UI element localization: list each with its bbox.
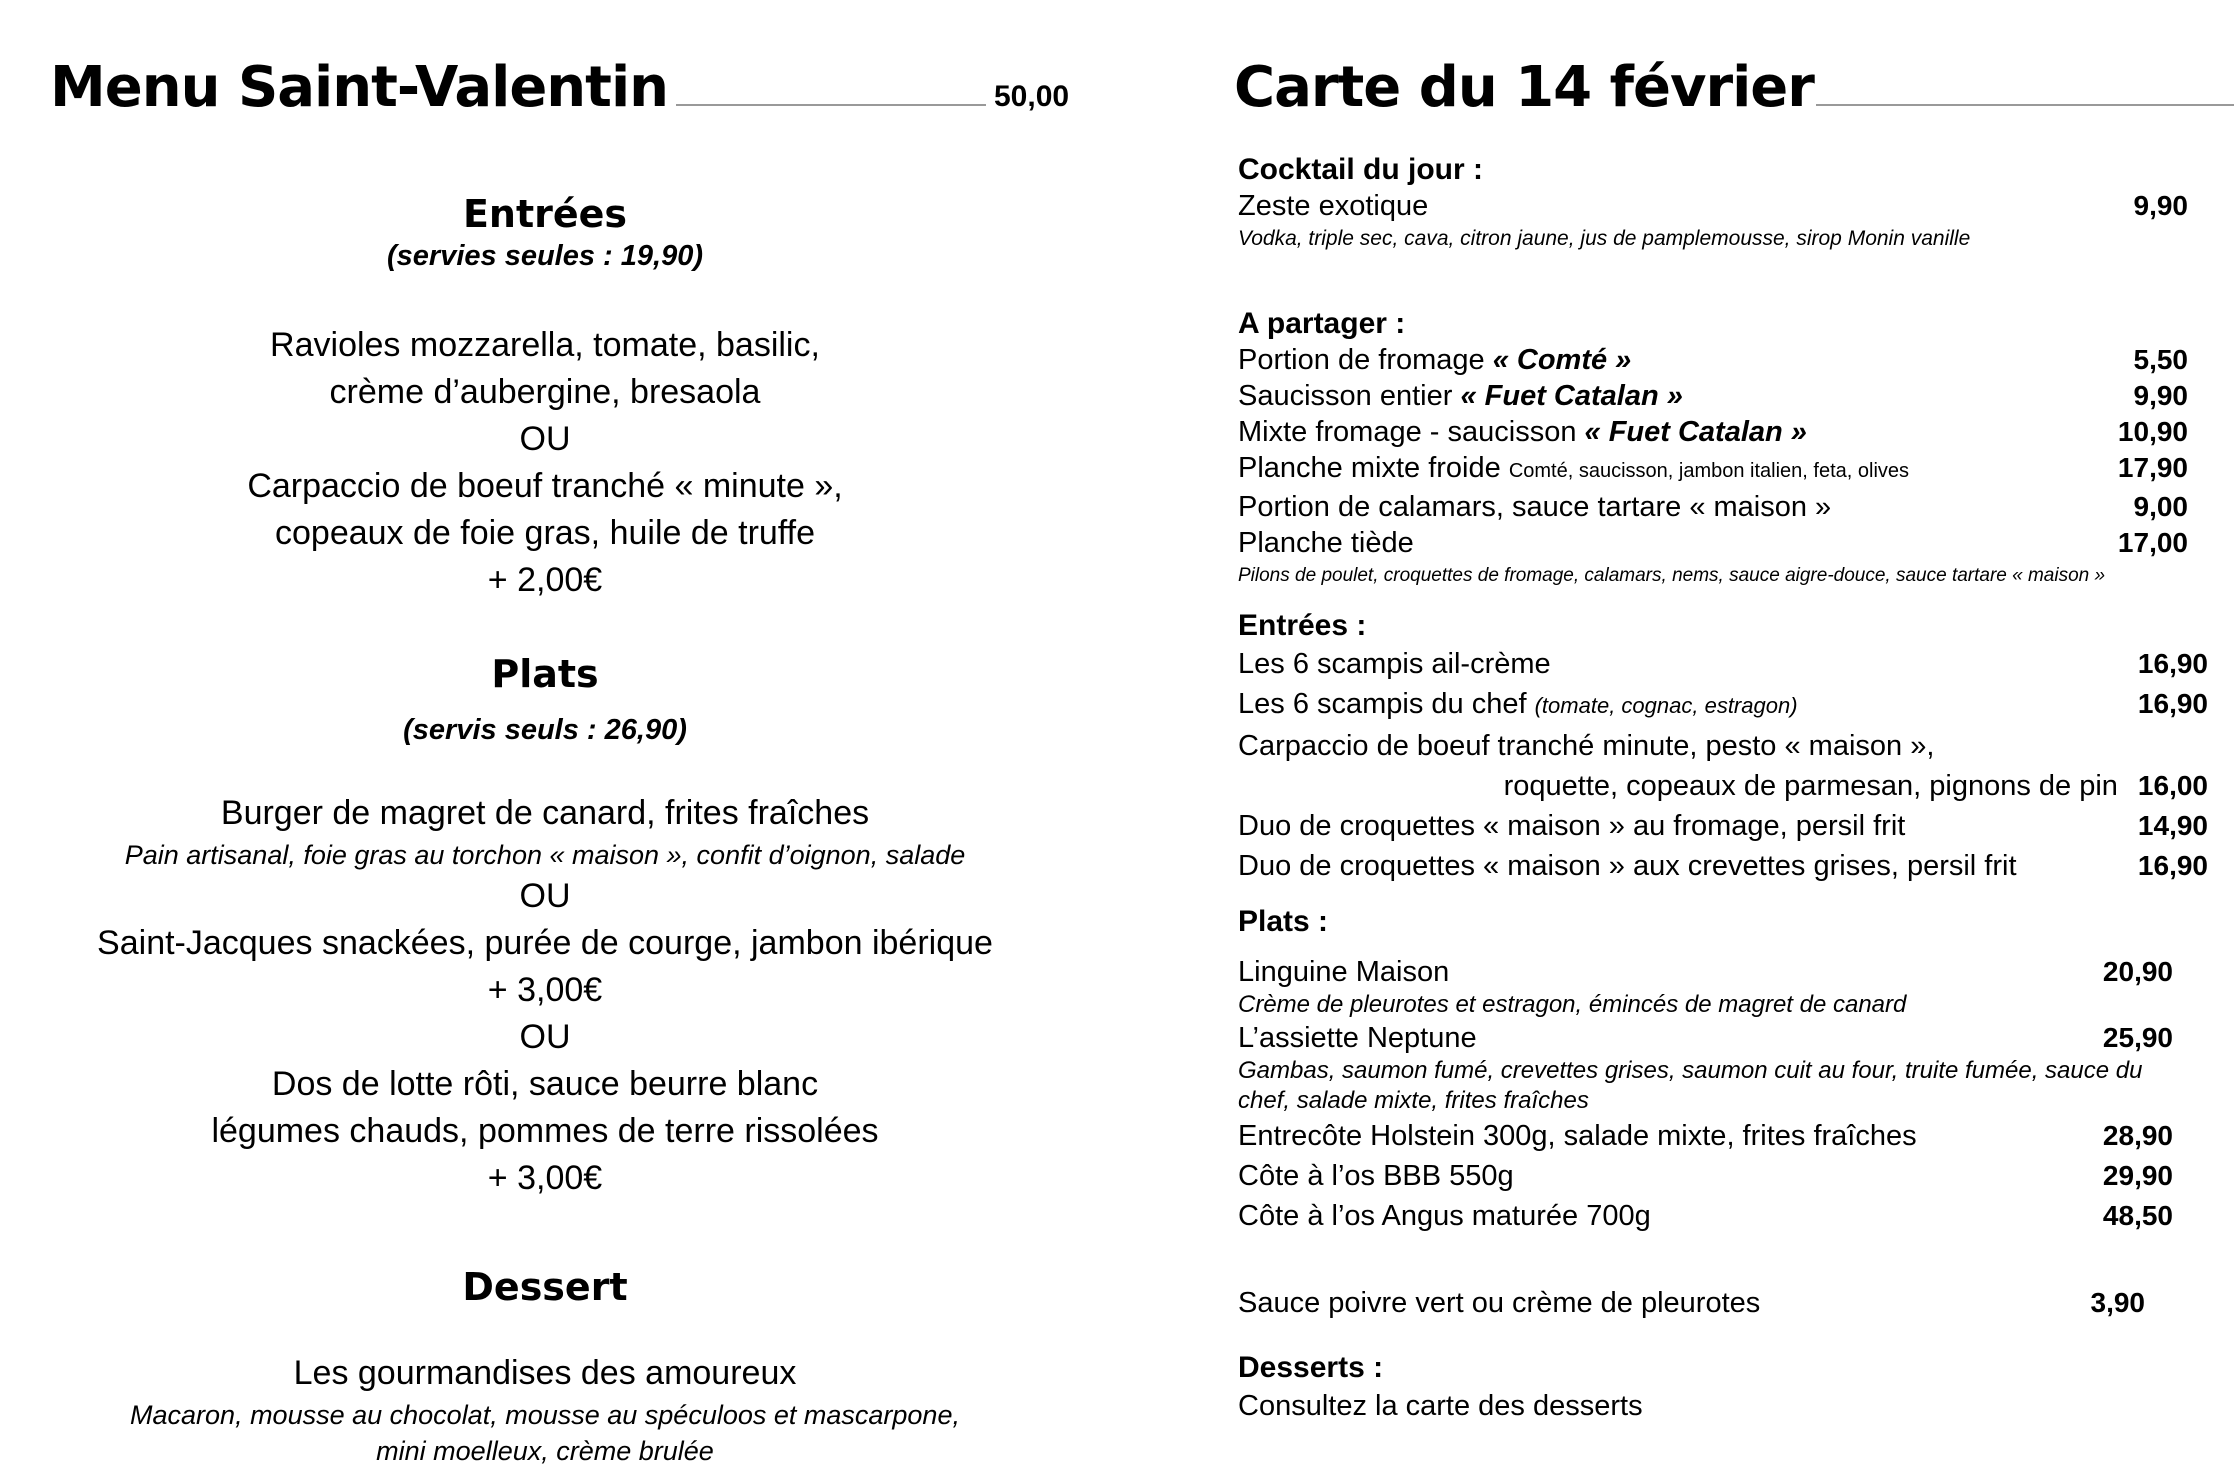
menu-item [1238, 1020, 2173, 1056]
cocktail-section [1238, 152, 2188, 254]
menu-item [1238, 726, 2208, 766]
menu-item [1238, 1156, 2173, 1196]
item-name-continued: roquette, copeaux de parmesan, pignons de pin [1503, 770, 2118, 802]
dish-line: Carpaccio de boeuf tranché « minute », [247, 467, 843, 505]
item-name: Portion de calamars, sauce tartare « maison » [1238, 491, 1832, 523]
menu-price: 50,00 [994, 80, 1070, 113]
item-price: 9,90 [2133, 190, 2188, 221]
item-price: 16,90 [2137, 688, 2208, 719]
item-price: 28,90 [2102, 1120, 2173, 1151]
menu-entrees-section [40, 192, 1050, 275]
dish-line: Saint-Jacques snackées, purée de courge, jambon ibérique [97, 924, 993, 962]
item-price: 48,50 [2102, 1200, 2173, 1231]
menu-item [1238, 1116, 2173, 1156]
section-heading: Cocktail du jour : [1238, 153, 1484, 186]
dish-line: Ravioles mozzarella, tomate, basilic, [270, 326, 820, 364]
menu-item [1238, 954, 2173, 990]
item-name: Linguine Maison [1238, 956, 1450, 988]
item-name-highlight: « Comté » [1492, 344, 1632, 376]
item-name: Duo de croquettes « maison » aux crevettes grises, persil frit [1238, 850, 2017, 882]
item-name: Consultez la carte des desserts [1238, 1390, 1643, 1422]
item-price: 10,90 [2117, 416, 2188, 447]
item-description: Gambas, saumon fumé, crevettes grises, saumon cuit au four, truite fumée, sauce du chef, salade mixte, frites fraîches [1238, 1057, 2143, 1114]
carte-title: Carte du 14 février [1234, 55, 1814, 120]
item-name: Mixte fromage - saucisson [1238, 416, 1585, 448]
menu-dessert-lines [40, 1350, 1050, 1469]
menu-dessert-section [40, 1265, 1050, 1311]
item-description: Crème de pleurotes et estragon, émincés de magret de canard [1238, 991, 1907, 1018]
item-name: Sauce poivre vert ou crème de pleurotes [1238, 1287, 1761, 1319]
item-name: Portion de fromage [1238, 344, 1493, 376]
item-name: Saucisson entier [1238, 380, 1461, 412]
item-inline-description: Comté, saucisson, jambon italien, feta, olives [1508, 460, 1910, 482]
menu-entrees-lines [40, 322, 1050, 604]
menu-title: Menu Saint-Valentin [50, 55, 668, 120]
item-name: Côte à l’os Angus maturée 700g [1238, 1200, 1651, 1232]
menu-item-continuation [1238, 766, 2208, 806]
title-rule [676, 104, 986, 106]
item-name: Les 6 scampis ail-crème [1238, 648, 1551, 680]
menu-plats-note-wrap [40, 712, 1050, 750]
or-separator: OU [519, 1018, 571, 1056]
menu-item [1238, 1386, 2173, 1426]
menu-item [1238, 450, 2188, 489]
menu-item [1238, 342, 2188, 378]
item-price: 17,00 [2117, 527, 2188, 558]
menu-item [1238, 644, 2208, 684]
carte-title-row [1234, 55, 2234, 120]
item-price: 16,00 [2137, 770, 2208, 801]
item-name: Planche mixte froide [1238, 452, 1509, 484]
item-name: Entrecôte Holstein 300g, salade mixte, frites fraîches [1238, 1120, 1917, 1152]
menu-item [1238, 378, 2188, 414]
section-heading: Entrées [462, 192, 628, 236]
section-note: (servis seuls : 26,90) [403, 714, 687, 746]
dish-line: Dos de lotte rôti, sauce beurre blanc [271, 1065, 819, 1103]
dish-description: mini moelleux, crème brulée [376, 1436, 714, 1466]
item-price: 3,90 [2090, 1287, 2145, 1318]
menu-item [1238, 806, 2208, 846]
item-price: 9,00 [2133, 491, 2188, 522]
dish-description: Pain artisanal, foie gras au torchon « maison », confit d’oignon, salade [124, 840, 966, 870]
carte-entrees-section [1238, 608, 2208, 886]
item-name-highlight: « Fuet Catalan » [1460, 380, 1683, 412]
item-price: 16,90 [2137, 648, 2208, 679]
item-name: Les 6 scampis du chef [1238, 688, 1535, 720]
item-description: Pilons de poulet, croquettes de fromage, calamars, nems, sauce aigre-douce, sauce tartare « maison » [1238, 565, 2106, 586]
menu-saint-valentin-panel [0, 0, 1100, 1478]
item-name: Planche tiède [1238, 527, 1414, 559]
menu-plats-lines [40, 790, 1050, 1202]
item-price: 5,50 [2133, 344, 2188, 375]
menu-item [1238, 846, 2208, 886]
item-name: Carpaccio de boeuf tranché minute, pesto « maison », [1238, 730, 1935, 762]
item-price: 20,90 [2102, 956, 2173, 987]
menu-item [1238, 414, 2188, 450]
partager-section [1238, 306, 2188, 591]
item-price: 16,90 [2137, 850, 2208, 881]
dish-line: copeaux de foie gras, huile de truffe [275, 514, 815, 552]
menu-item [1238, 1196, 2173, 1236]
item-name: Duo de croquettes « maison » au fromage, persil frit [1238, 810, 1906, 842]
section-note: (servies seules : 19,90) [387, 239, 703, 272]
item-description: Vodka, triple sec, cava, citron jaune, jus de pamplemousse, sirop Monin vanille [1238, 227, 1971, 250]
item-name: Côte à l’os BBB 550g [1238, 1160, 1514, 1192]
section-heading: Plats [491, 652, 599, 696]
item-inline-description: (tomate, cognac, estragon) [1534, 693, 1798, 718]
item-price: 14,90 [2137, 810, 2208, 841]
section-heading: Plats : [1238, 905, 1329, 938]
item-price: 9,90 [2133, 380, 2188, 411]
supplement: + 3,00€ [487, 1159, 603, 1197]
or-separator: OU [519, 877, 571, 915]
menu-item [1238, 525, 2188, 561]
sauce-section [1238, 1285, 2173, 1321]
dish-description: Macaron, mousse au chocolat, mousse au spéculoos et mascarpone, [130, 1400, 960, 1430]
menu-plats-section [40, 652, 1050, 698]
section-heading: Desserts : [1238, 1351, 1384, 1384]
section-heading: Dessert [462, 1265, 628, 1309]
carte-desserts-section [1238, 1350, 2173, 1426]
dish-line: légumes chauds, pommes de terre rissolées [211, 1112, 879, 1150]
title-rule [1816, 104, 2234, 106]
carte-plats-section [1238, 904, 2173, 1236]
section-heading: Entrées : [1238, 609, 1367, 642]
or-separator: OU [519, 420, 571, 458]
menu-item [1238, 1285, 2173, 1321]
menu-title-row [50, 55, 1070, 120]
item-name: L’assiette Neptune [1238, 1022, 1477, 1054]
section-heading: A partager : [1238, 307, 1406, 340]
dish-line: crème d’aubergine, bresaola [329, 373, 761, 411]
item-price: 25,90 [2102, 1022, 2173, 1053]
item-price: 17,90 [2117, 452, 2188, 483]
supplement: + 2,00€ [487, 561, 603, 599]
dish-line: Burger de magret de canard, frites fraîches [220, 794, 870, 832]
carte-panel [1230, 0, 2208, 1478]
item-price: 29,90 [2102, 1160, 2173, 1191]
item-name: Zeste exotique [1238, 190, 1429, 222]
dish-line: Les gourmandises des amoureux [293, 1354, 797, 1392]
supplement: + 3,00€ [487, 971, 603, 1009]
item-name-highlight: « Fuet Catalan » [1584, 416, 1807, 448]
menu-item [1238, 684, 2208, 726]
menu-item [1238, 188, 2188, 224]
menu-item [1238, 489, 2188, 525]
